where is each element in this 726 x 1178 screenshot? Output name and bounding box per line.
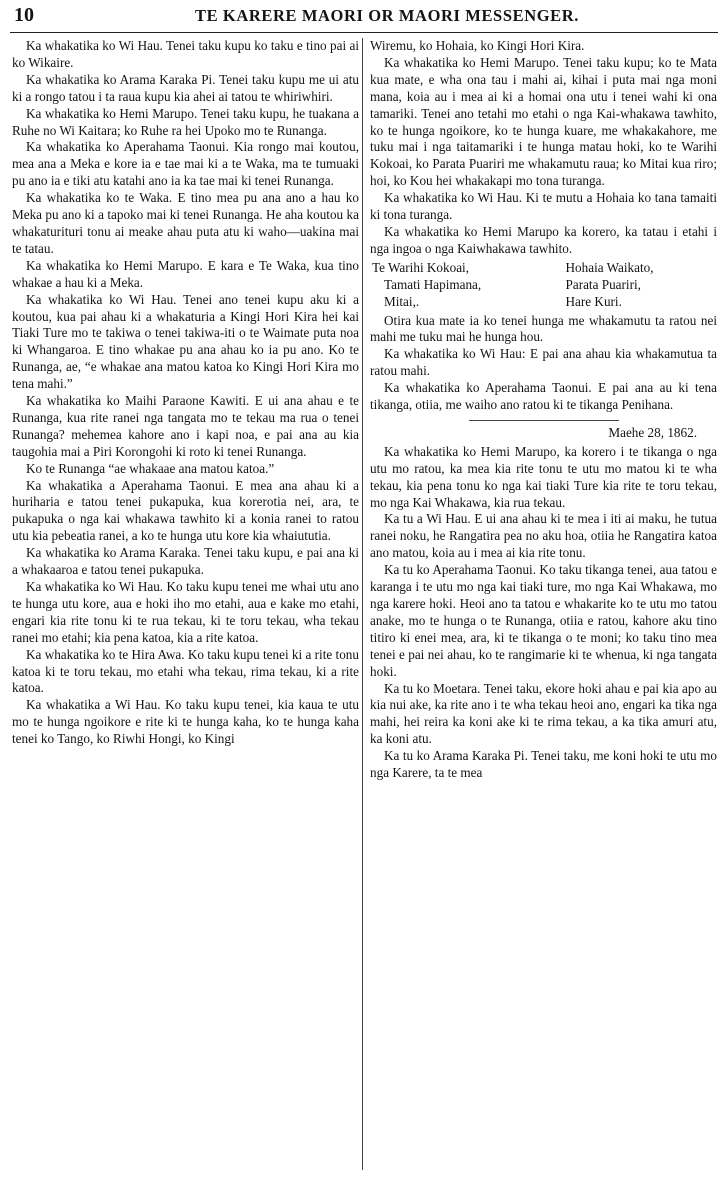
paragraph: Ka tu a Wi Hau. E ui ana ahau ki te mea i iti ai maku, he tutua ranei noku, he Rangatira pea no aku hoa, otiia he Rangatira katoa ano matou, koia au i mea ai kia rite tonu.: [370, 511, 717, 561]
name-entry: Hohaia Waikato,: [565, 259, 654, 275]
paragraph: Ka whakatika ko Arama Karaka. Tenei taku kupu, e pai ana ki a whakaaroa e tatou tenei pukapuka.: [12, 545, 359, 578]
paragraph: Otira kua mate ia ko tenei hunga me whakamutu ta ratou nei mahi me tuku mai he hunga hou.: [370, 312, 717, 345]
paragraph: Ka whakatika ko te Waka. E tino mea pu ana ano a hau ko Meka pu ano ki a tapoko mai ki tenei Runanga. He aha koutou ka whakaturituri tonu ai meake ahau puta atu ki waho—uakina mai te tatau.: [12, 190, 359, 256]
paragraph: Ka whakatika ko Hemi Marupo. E kara e Te Waka, kua tino whakae a hau ki a Meka.: [12, 257, 359, 290]
paragraph: Ka tu ko Aperahama Taonui. Ko taku tikanga tenei, aua tatou e karanga i te utu mo nga kai tiaki ture, mo nga Kai Whakawa, mo nga karere hoki. Heoi ano ta tatou e whakarite ko te utu mo tatou anake, mo te hunga o te Runanga, otiia e ratou, kahore aku tino titiro ki enei mea, ara, ki te tikanga o te moni; ko taku tino mea tenei e pai nei ahau, ko te rangimarie ki te whenua, ki nga tangata hoki.: [370, 562, 717, 679]
paragraph: Ka whakatika ko te Hira Awa. Ko taku kupu tenei ki a rite tonu katoa ki te toru tekau, mo etahi wha tekau, rima tekau, ki a rite katoa.: [12, 646, 359, 696]
paragraph: Ka whakatika ko Hemi Marupo, ka korero i te tikanga o nga utu mo ratou, ka mea kia rite tonu te utu mo matou ki te wha tekau, kia pena tonu ko nga kai tiaki Ture kia rite te toru tekau, mo nga Kai Whakawa, kia rua tekau.: [370, 443, 717, 510]
paragraph: Ka whakatika ko Wi Hau: E pai ana ahau kia whakamutua ta ratou mahi.: [370, 346, 717, 379]
page-header: [12, 2, 718, 32]
dateline: Maehe 28, 1862.: [608, 424, 697, 440]
paragraph: Ka whakatika ko Wi Hau. Tenei ano tenei kupu aku ki a koutou, kua pai ahau ki a whakaturia a Kingi Hori Kira hei kai Tiaki Ture mo te takiwa o tenei takiwa-iti o te Waimate puta noa ki Whangaroa. E tino whakae pu ana ahau ko ia pu ano. Ko te Runanga, ae, “e whakae ana matou katoa ko Kingi Hori Kira mo tena mahi.”: [12, 291, 359, 392]
paragraph: Ka whakatika ko Wi Hau. Tenei taku kupu ko taku e tino pai ai ko Wikaire.: [12, 38, 359, 70]
names-list: [370, 260, 717, 311]
paragraph: Ka whakatika a Wi Hau. Ko taku kupu tenei, kia kaua te utu mo te hunga ngoikore e rite ki te hunga kaha, ko te hunga kaha tenei ko Tango, ko Riwhi Hongi, ko Kingi: [12, 697, 359, 747]
right-column: [370, 38, 717, 782]
column-divider: [362, 38, 363, 1170]
paragraph: Ka whakatika ko Wi Hau. Ki te mutu a Hohaia ko tana tamaiti ki tona turanga.: [370, 190, 717, 223]
left-column: [12, 38, 359, 748]
running-title: TE KARERE MAORI OR MAORI MESSENGER.: [194, 6, 580, 25]
paragraph: Ka tu ko Moetara. Tenei taku, ekore hoki ahau e pai kia apo au kia nui ake, ka rite ano i te wha tekau heoi ano, engari ka tika nga mahi, hei reira ka koni ake ki te rima tekau, a ka tika amuri atu, ka koni atu.: [370, 680, 717, 747]
name-entry: Parata Puariri,: [565, 276, 641, 292]
paragraph: Ka whakatika a Aperahama Taonui. E mea ana ahau ki a huriharia e tatou tenei pukapuka, kua korerotia nei, ara, te pukapuka o nga kai whakawa tawhito ki a konia ranei to ratou utu kia pebeatia ranei, a ko te hunga utu kore kia whaiututia.: [12, 477, 359, 544]
paragraph: Ka whakatika ko Hemi Marupo ka korero, ka tatau i etahi i nga ingoa o nga Kaiwhakawa tawhito.: [370, 223, 717, 256]
paragraph: Ko te Runanga “ae whakaae ana matou katoa.”: [26, 460, 275, 476]
paragraph: Ka whakatika ko Aperahama Taonui. E pai ana au ki tena tikanga, otiia, me waiho ano ratou ki te tikanga Penihana.: [370, 380, 717, 413]
paragraph: Ka whakatika ko Arama Karaka Pi. Tenei taku kupu me ui atu ki a rongo tatou i ta raua kupu kia ahei ai tatou te whiriwhiri.: [12, 71, 359, 104]
paragraph: Ka tu ko Arama Karaka Pi. Tenei taku, me koni hoki te utu mo nga Karere, ta te mea: [370, 748, 717, 781]
paragraph: Ka whakatika ko Maihi Paraone Kawiti. E ui ana ahau e te Runanga, kua rite ranei nga tangata mo te tekau ma rua o tenei Runanga? mehemea kahore ano i kapi noa, e pai ana au kia taugohia mai a Piri Korongohi ki roto ki tenei Runanga.: [12, 393, 359, 459]
header-rule: [10, 32, 718, 33]
paragraph: Ka whakatika ko Hemi Marupo. Tenei taku kupu; ko te Mata kua mate, e wha ona tau i mahi ai, kihai i puta mai nga moni mana, koia au i mea ai ki a homai ona utu i tenei wahi ki ona tamariki. Tenei ano tetahi mo etahi o nga Kai-whakawa tawhito, ko te hunga ngoikore, ko te hunga kuare, me whakakahore, me tuku mai i nga taitamariki i te hunga matau hoki, ko te Warihi Kokoai, ko Parata Puariri me whakamutu raua; ko Mitai kua riro; hoi, ko Kou hei whakakapi mo tona turanga.: [370, 54, 717, 189]
name-entry: Tamati Hapimana,: [384, 276, 482, 292]
section-rule: [469, 420, 619, 421]
page-number: 10: [14, 4, 34, 26]
name-entry: Mitai,.: [384, 293, 420, 309]
name-entry: Hare Kuri.: [565, 293, 622, 309]
name-entry: Te Warihi Kokoai,: [372, 259, 470, 275]
paragraph: Wiremu, ko Hohaia, ko Kingi Hori Kira.: [370, 38, 585, 53]
paragraph: Ka whakatika ko Aperahama Taonui. Kia rongo mai koutou, mea ana a Meka e kore ia e tae mai ki a te Waka, ma te tumuaki pu ano ia e tiki atu katahi ano ia ka tae mai ki tenei Runanga.: [12, 139, 359, 189]
paragraph: Ka whakatika ko Hemi Marupo. Tenei taku kupu, he tuakana a Ruhe no Wi Kaitara; ko Ruhe ra hei Upoko mo te Runanga.: [12, 105, 359, 138]
paragraph: Ka whakatika ko Wi Hau. Ko taku kupu tenei me whai utu ano te hunga utu kore, aua e hoki iho mo etahi, aua e kake mo etahi, engari kia rite tonu ki te rua tekau, ki te toru tekau, wha tekau ranei mo etahi; kia pena katoa, kia a rite katoa.: [12, 579, 359, 645]
